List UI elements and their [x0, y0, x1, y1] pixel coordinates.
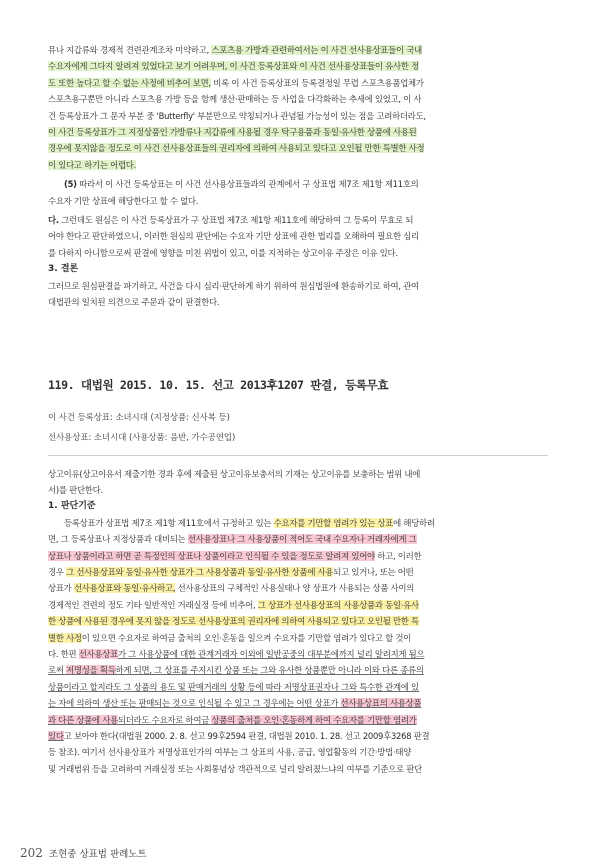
text-line: 건 등록상표가 그 문자 부분 중 'Butterfly' 부분만으로 약칭되거나 관념될 가능성이 있는 점을 고려하더라도, [48, 110, 426, 121]
text-line: 경제적인 견련의 정도 기타 일반적인 거래실정 등에 비추어, [48, 599, 258, 610]
paragraph-number: (5) [64, 179, 77, 190]
registered-trademark: 이 사건 등록상표: 소녀시대 (지정상품: 신사복 등) [48, 411, 230, 422]
highlight-yellow: 그 선사용상표와 동일·유사한 상표가 그 사용상품과 동일·유사한 상품에 사용 [66, 566, 334, 577]
paragraph-da [48, 212, 548, 261]
prior-trademark: 선사용상표: 소녀시대 (사용상품: 음반, 가수공연업) [48, 431, 236, 442]
text-line: 그러므로 원심판결을 파기하고, 사건을 다시 심리·판단하게 하기 위하여 원심법원에 환송하기로 하여, 관여 [48, 280, 419, 291]
text-line: 비록 이 사건 등록상표의 등록결정일 무렵 스포츠용품업체가 [210, 77, 424, 88]
section-heading-conclusion: 3. 결론 [48, 264, 79, 275]
text-line: 상표가 [48, 583, 74, 594]
text-line: 어야 한다고 판단하였으니, 이러한 원심의 판단에는 수요자 기만 상표에 관한 법리를 오해하여 필요한 심리 [48, 231, 419, 242]
text-line: 되고 있거나, 또는 어떤 [333, 566, 414, 577]
page-number: 202 [20, 846, 43, 860]
highlight-green: 이 있다고 하기는 어렵다. [48, 159, 137, 170]
highlight-pink: 있다 [48, 731, 64, 741]
highlight-green: 도 또한 높다고 할 수 없는 사정에 비추어 보면, [48, 77, 211, 88]
text-line: 서)를 판단한다. [48, 484, 103, 495]
text-line: 선사용상표의 구체적인 사용실태나 양 상표가 사용되는 상품 사이의 [175, 583, 415, 594]
page-footer [20, 846, 147, 860]
text-line: 수요자 기만 상표에 해당한다고 할 수 없다. [48, 195, 199, 206]
section-heading-criteria: 1. 판단기준 [48, 501, 96, 512]
highlight-yellow: 그 상표가 선사용상표의 사용상품과 동일·유사 [257, 599, 419, 610]
document-page [48, 42, 548, 777]
text-line: 면, 그 등록상표나 지정상품과 대비되는 [48, 534, 188, 545]
underlined-text: 되더라도 수요자로 하여금 [117, 714, 212, 725]
highlight-green: 경우에 못지않을 정도로 이 사건 선사용상표들의 권리자에 의하여 사용되고 있다고 오인될 만한 특별한 사정 [48, 143, 425, 154]
trademark-info [48, 407, 548, 447]
intro-paragraph [48, 466, 548, 499]
underlined-text: 는 자에 의하여 생산 또는 판매되는 것으로 인식될 수 있고 그 경우에는 어떤 상표가 [48, 698, 341, 709]
divider [48, 455, 548, 456]
highlight-green: 수요자에게 그다지 알려져 있었다고 보기 어려우며, 이 사건 등록상표와 이 사건 선사용상표들이 유사한 정 [48, 61, 419, 72]
underlined-text: 상품이라고 할지라도 그 상품의 용도 및 판매거래의 상황 등에 따라 저명상표권자나 그와 특수한 관계에 있 [48, 681, 419, 692]
text-line: 등 참조). 여기서 선사용상표가 저명상표인가의 여부는 그 상표의 사용, 공급, 영업활동의 기간·방법·태양 [48, 747, 412, 758]
text-line: 등록상표가 상표법 제7조 제1항 제11호에서 규정하고 있는 [64, 517, 274, 528]
case-title: 119. 대법원 2015. 10. 15. 선고 2013후1207 판결, 등록무효 [48, 377, 389, 392]
book-title: 조현중 상표법 판례노트 [48, 849, 147, 860]
highlight-yellow: 선사용상표와 동일·유사하고, [73, 583, 176, 594]
text-line: 에 해당하려 [393, 517, 435, 528]
text-line: 뮤나 지갑류와 경제적 견련관계조차 미약하고, [48, 45, 212, 55]
highlight-pink: 선사용상표의 사용상품 [340, 698, 422, 709]
underlined-text: 로써 [48, 665, 67, 676]
highlight-yellow: 수요자를 기만할 염려가 있는 상표 [273, 517, 394, 528]
highlight-yellow: 별한 사정 [48, 632, 82, 643]
text-line: 스포츠용구뿐만 아니라 스포츠용 가방 등을 함께 생산·판매하는 등 사업을 다각화하는 추세에 있었고, 이 사 [48, 94, 422, 105]
text-line: 그런데도 원심은 이 사건 등록상표가 구 상표법 제7조 제1항 제11호에 해당하여 그 등록이 무효로 되 [58, 215, 414, 226]
paragraph-5 [48, 176, 548, 192]
highlight-pink: 상품의 출처를 오인·혼동하게 하여 수요자를 기만할 염려가 [211, 714, 417, 725]
highlight-pink: 상표나 상품이라고 하면 곧 특정인의 상표나 상품이라고 인식될 수 있을 정도로 알려져 있어야 [48, 550, 375, 561]
text-line: 를 다하지 아니함으로써 판결에 영향을 미친 위법이 있고, 이를 지적하는 상고이유 주장은 이유 있다. [48, 247, 398, 258]
highlight-pink: 선사용상표나 그 사용상품이 적어도 국내 수요자나 거래자에게 그 [187, 534, 417, 545]
top-paragraph [48, 42, 548, 173]
text-line: 이 있으면 수요자로 하여금 출처의 오인·혼동을 일으켜 수요자를 기만할 염려가 있다고 할 것이 [81, 632, 412, 643]
text-line: 대법관의 일치된 의견으로 주문과 같이 판결한다. [48, 297, 220, 308]
underlined-text: 하게 되면, 그 상표를 주지시킨 상품 또는 그와 유사한 상품뿐만 아니라 이와 다른 종류의 [115, 665, 424, 676]
text-line: 및 거래범위 등을 고려하여 거래실정 또는 사회통념상 객관적으로 널리 알려졌느냐의 여부를 기준으로 판단 [48, 763, 422, 774]
highlight-pink: 과 다른 상품에 사용 [48, 714, 118, 725]
underlined-text: 가 그 사용상품에 대한 관계거래자 이외에 일반공중의 대부분에까지 널리 알려지게 됨으 [117, 648, 425, 659]
highlight-pink: 저명성을 획득 [66, 665, 116, 676]
paragraph-number: 다. [48, 215, 59, 226]
text-line: 상고이유(상고이유서 제출기한 경과 후에 제출된 상고이유보충서의 기재는 상고이유를 보충하는 범위 내에 [48, 468, 421, 479]
highlight-green: 이 사건 등록상표가 그 지정상품인 가방류나 지갑류에 사용될 경우 탁구용품과 동일·유사한 상품에 사용된 [48, 127, 417, 138]
highlight-yellow: 한 상품에 사용된 경우에 못지 않을 정도로 선사용상표의 권리자에 의하여 사용되고 있다고 오인될 만한 특 [48, 616, 419, 627]
text-line: 다. 한편 [48, 648, 79, 659]
highlight-pink: 선사용상표 [78, 648, 118, 659]
text-line: 하고, 이러한 [374, 550, 422, 561]
text-line: 고 보아야 한다(대법원 2000. 2. 8. 선고 99후2594 판결, 대법원 2010. 1. 28. 선고 2009후3268 판결 [63, 731, 430, 741]
text-line: 따라서 이 사건 등록상표는 이 사건 선사용상표들과의 관계에서 구 상표법 제7조 제1항 제11호의 [76, 179, 419, 190]
criteria-paragraph [48, 515, 548, 778]
conclusion-paragraph [48, 278, 548, 311]
highlight-green: 스포츠용 가방과 관련하여서는 이 사건 선사용상표들이 국내 [211, 45, 422, 55]
text-line: 경우 [48, 566, 67, 577]
paragraph-5-cont [48, 193, 548, 209]
